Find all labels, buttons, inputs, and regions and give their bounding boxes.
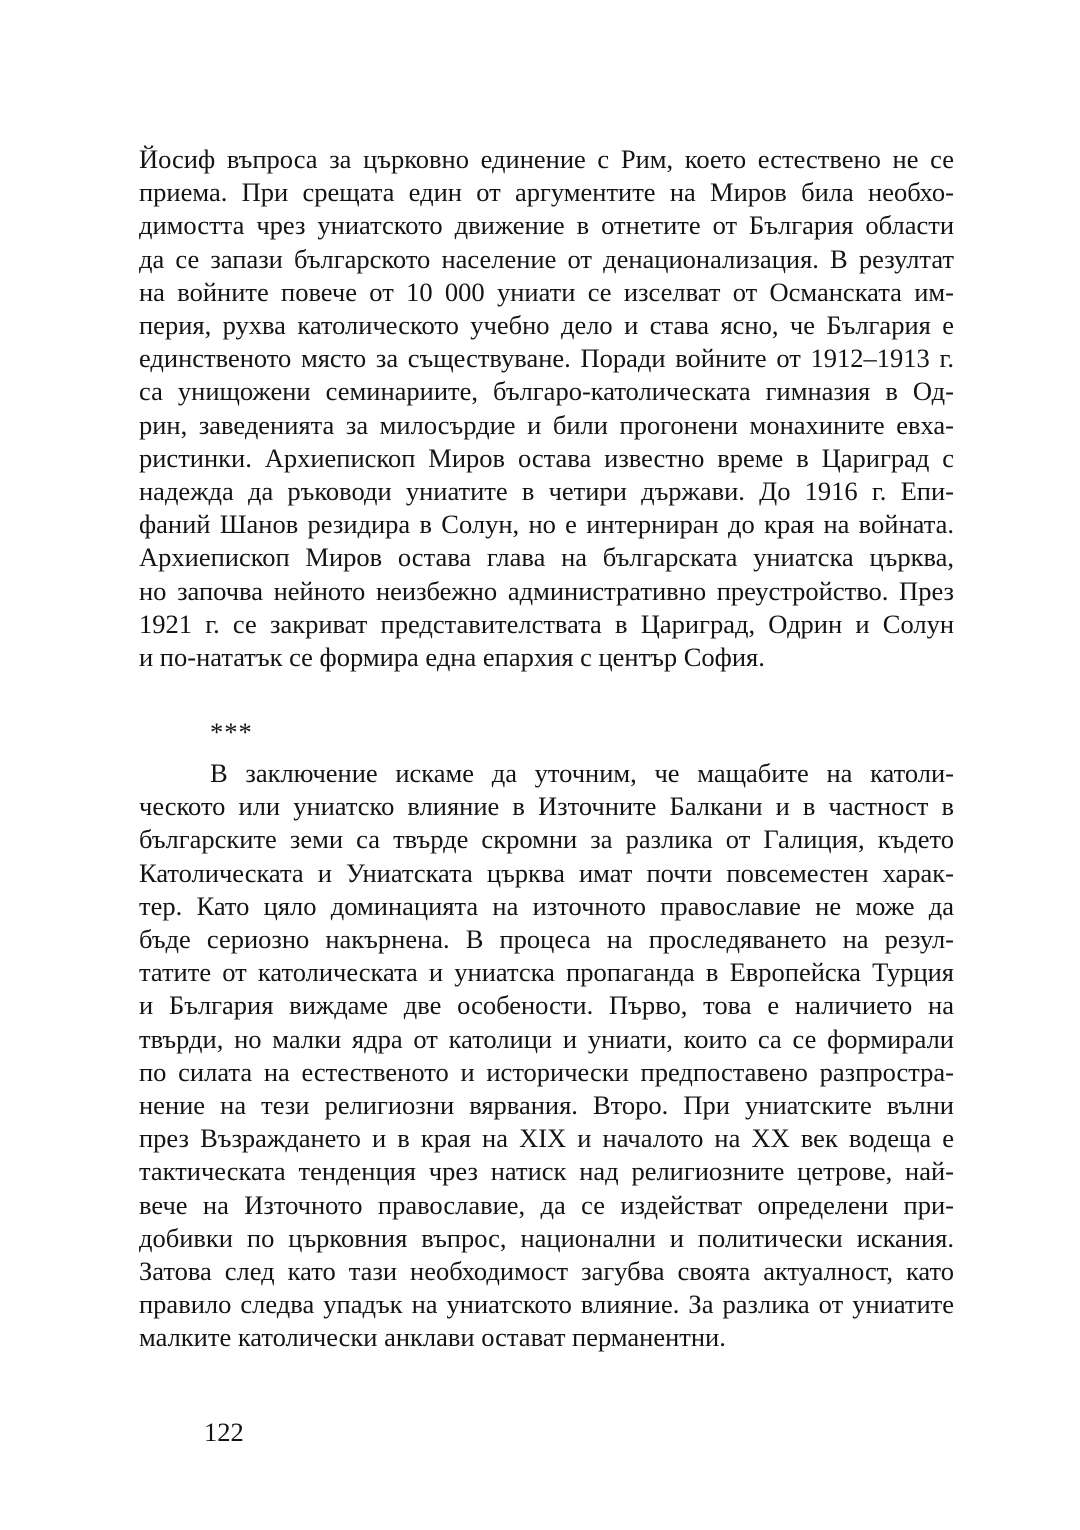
text-line: Архиепископ Миров остава глава на българската униатска църква, bbox=[139, 542, 954, 573]
text-line: рин, заведенията за милосърдие и били прогонени монахините евха- bbox=[139, 409, 954, 440]
text-line: В заключение искаме да уточним, че мащабите на католи- bbox=[210, 758, 954, 788]
text-line: димостта чрез униатското движение в отнетите от България области bbox=[139, 210, 954, 241]
text-line: българските земи са твърде скромни за разлика от Галиция, където bbox=[139, 824, 954, 855]
text-line: перия, рухва католическото учебно дело и става ясно, че България е bbox=[139, 310, 954, 341]
text-line: татите от католическата и униатска пропаганда в Европейска Турция bbox=[139, 957, 954, 988]
text-line: по силата на естественото и исторически предпоставено разпростра- bbox=[139, 1056, 954, 1087]
text-line: вече на Източното православие, да се издействат определени при- bbox=[139, 1189, 954, 1220]
text-line: Затова след като тази необходимост загубва своята актуалност, като bbox=[139, 1256, 954, 1287]
text-line: нение на тези религиозни вярвания. Второ. При униатските вълни bbox=[139, 1090, 954, 1121]
text-line: на войните повече от 10 000 униати се изселват от Османската им- bbox=[139, 276, 954, 307]
section-separator: *** bbox=[210, 717, 253, 747]
text-line: приема. При срещата един от аргументите на Миров била необхо- bbox=[139, 177, 954, 208]
text-line: бъде сериозно накърнена. В процеса на проследяването на резул- bbox=[139, 924, 954, 955]
text-line: фаний Шанов резидира в Солун, но е интерниран до края на войната. bbox=[139, 509, 954, 540]
text-line: твърди, но малки ядра от католици и униати, които са се формирали bbox=[139, 1023, 954, 1054]
page-number: 122 bbox=[204, 1417, 244, 1447]
text-line: са унищожени семинариите, българо-католическата гимназия в Од- bbox=[139, 376, 954, 407]
text-line: и по-нататък се формира една епархия с център София. bbox=[139, 642, 765, 673]
text-line: през Възраждането и в края на XIX и началото на XX век водеща е bbox=[139, 1123, 954, 1154]
text-line: ристинки. Архиепископ Миров остава известно време в Цариград с bbox=[139, 442, 954, 473]
text-line: да се запази българското население от денационализация. В резултат bbox=[139, 243, 954, 274]
paragraph-1 bbox=[139, 143, 954, 674]
text-line: надежда да ръководи униатите в четири държави. До 1916 г. Епи- bbox=[139, 476, 954, 507]
text-line: Католическата и Униатската църква имат почти повсеместен харак- bbox=[139, 857, 954, 888]
text-line: 1921 г. се закриват представителствата в Цариград, Одрин и Солун bbox=[139, 608, 954, 639]
text-line: но започва нейното неизбежно административно преустройство. През bbox=[139, 575, 954, 606]
text-line: и България виждаме две особености. Първо, това е наличието на bbox=[139, 990, 954, 1021]
text-line: добивки по църковния въпрос, национални и политически искания. bbox=[139, 1222, 954, 1253]
text-line: тер. Като цяло доминацията на източното православие не може да bbox=[139, 890, 954, 921]
paragraph-2 bbox=[139, 757, 954, 1355]
text-line: единственото място за съществуване. Поради войните от 1912–1913 г. bbox=[139, 343, 954, 374]
text-line: Йосиф въпроса за църковно единение с Рим, което естествено не се bbox=[139, 144, 954, 174]
text-line: малките католически анклави остават перманентни. bbox=[139, 1322, 726, 1353]
text-line: тактическата тенденция чрез натиск над религиозните цетрове, най- bbox=[139, 1156, 954, 1187]
text-line: правило следва упадък на униатското влияние. За разлика от униатите bbox=[139, 1289, 954, 1320]
text-line: ческото или униатско влияние в Източните Балкани и в частност в bbox=[139, 791, 954, 822]
